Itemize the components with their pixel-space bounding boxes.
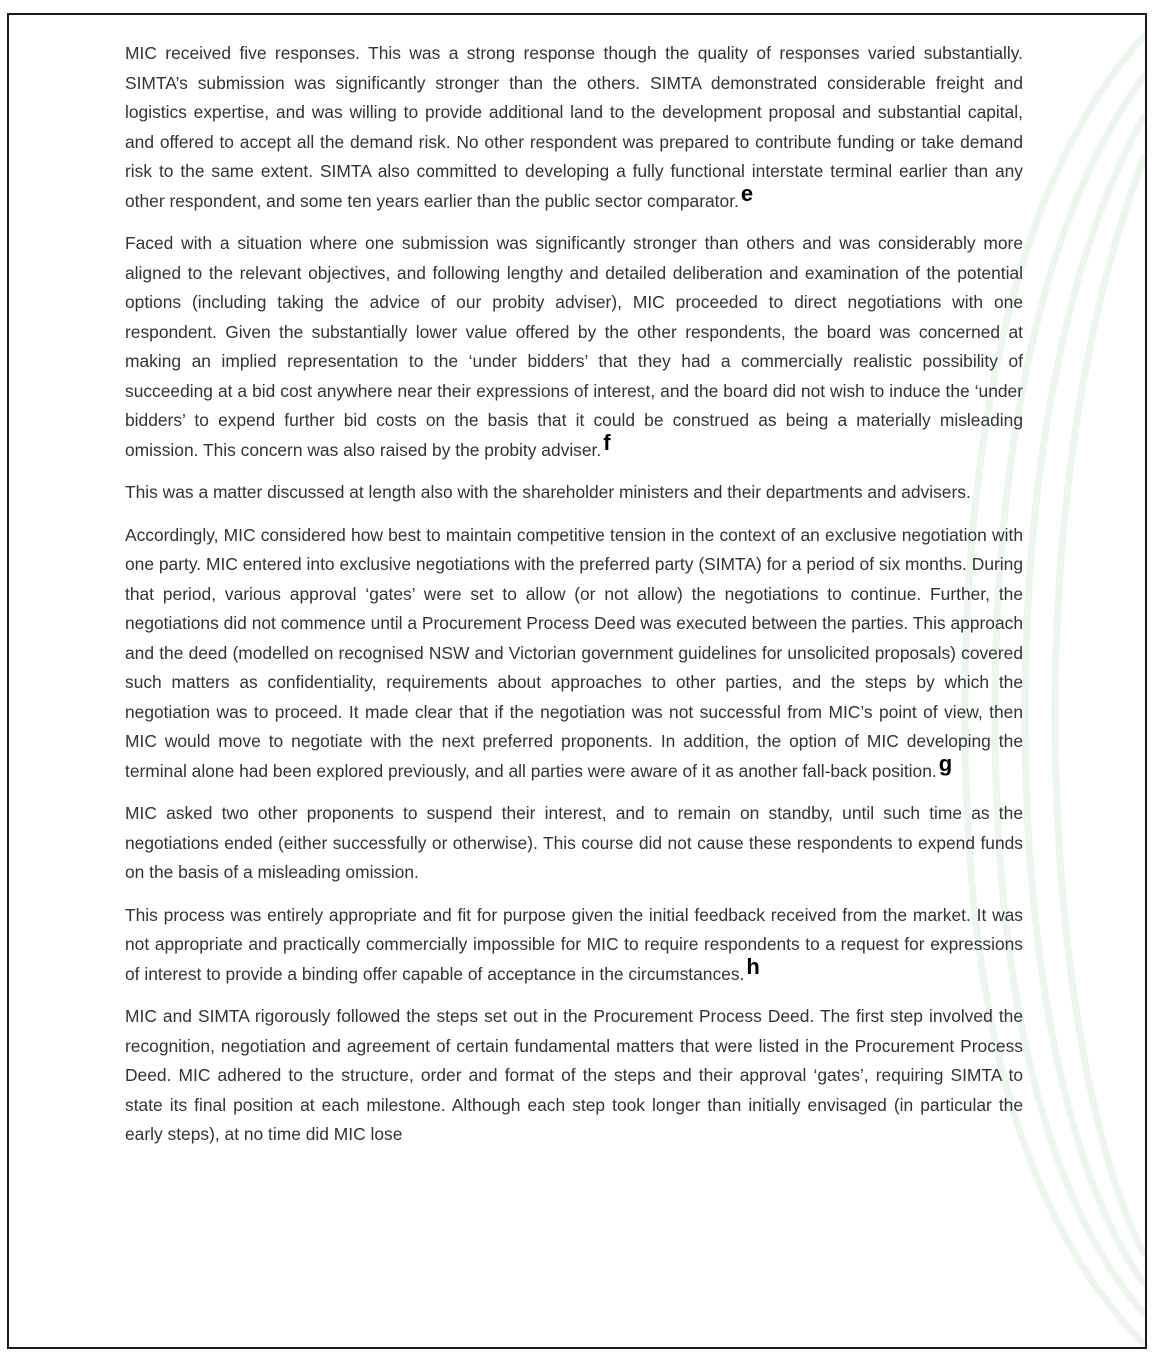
paragraph-7 [125,1002,1023,1150]
paragraph-text: MIC received five responses. This was a strong response though the quality of responses varied substantially. SIMTA’s submission was significantly stronger than the others. SIMTA demonstrated considerable freight and logistics expertise, and was willing to provide additional land to the development proposal and substantial capital, and offered to accept all the demand risk. No other respondent was prepared to contribute funding or take demand risk to the same extent. SIMTA also committed to developing a fully functional interstate terminal earlier than any other respondent, and some ten years earlier than the public sector comparator. [125,43,1023,211]
footnote-marker: g [938,750,953,776]
paragraph-text: This was a matter discussed at length also with the shareholder ministers and their departments and advisers. [125,482,971,502]
footnote-marker: f [603,429,611,455]
paragraph-text: Faced with a situation where one submission was significantly stronger than others and was considerably more aligned to the relevant objectives, and following lengthy and detailed deliberation and examination of the potential options (including taking the advice of our probity adviser), MIC proceeded to direct negotiations with one respondent. Given the substantially lower value offered by the other respondents, the board was concerned at making an implied representation to the ‘under bidders’ that they had a commercially realistic possibility of succeeding at a bid cost anywhere near their expressions of interest, and the board did not wish to induce the ‘under bidders’ to expend further bid costs on the basis that it could be construed as being a materially misleading omission. This concern was also raised by the probity adviser. [125,233,1023,460]
paragraph-2 [125,229,1023,465]
document-body [125,39,1023,1163]
paragraph-6 [125,901,1023,990]
paragraph-text: Accordingly, MIC considered how best to maintain competitive tension in the context of an exclusive negotiation with one party. MIC entered into exclusive negotiations with the preferred party (SIMTA) for a period of six months. During that period, various approval ‘gates’ were set to allow (or not allow) the negotiations to continue. Further, the negotiations did not commence until a Procurement Process Deed was executed between the parties. This approach and the deed (modelled on recognised NSW and Victorian government guidelines for unsolicited proposals) covered such matters as confidentiality, requirements about approaches to other parties, and the steps by which the negotiation was to proceed. It made clear that if the negotiation was not successful from MIC’s point of view, then MIC would move to negotiate with the next preferred proponents. In addition, the option of MIC developing the terminal alone had been explored previously, and all parties were aware of it as another fall-back position. [125,524,1023,781]
paragraph-text: MIC asked two other proponents to suspend their interest, and to remain on standby, until such time as the negotiations ended (either successfully or otherwise). This course did not cause these respondents to expend funds on the basis of a misleading omission. [125,803,1023,882]
paragraph-5 [125,799,1023,888]
paragraph-3 [125,478,1023,508]
paragraph-1 [125,39,1023,216]
document-page [7,13,1147,1349]
paragraph-text: MIC and SIMTA rigorously followed the steps set out in the Procurement Process Deed. The first step involved the recognition, negotiation and agreement of certain fundamental matters that were listed in the Procurement Process Deed. MIC adhered to the structure, order and format of the steps and their approval ‘gates’, requiring SIMTA to state its final position at each milestone. Although each step took longer than initially envisaged (in particular the early steps), at no time did MIC lose [125,1006,1023,1144]
footnote-marker: h [746,953,760,979]
paragraph-text: This process was entirely appropriate and fit for purpose given the initial feedback received from the market. It was not appropriate and practically commercially impossible for MIC to require respondents to a request for expressions of interest to provide a binding offer capable of acceptance in the circumstances. [125,904,1023,984]
footnote-marker: e [740,180,754,206]
paragraph-4 [125,521,1023,787]
